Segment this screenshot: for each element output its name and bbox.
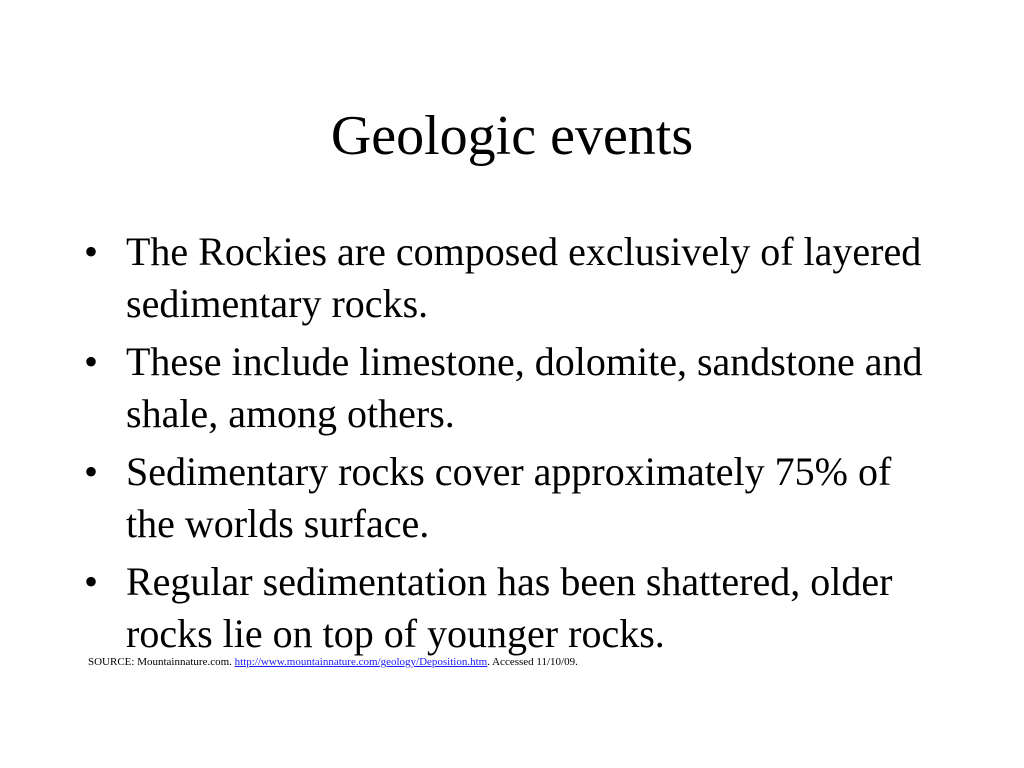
bullet-marker: • <box>84 339 99 384</box>
source-link[interactable]: http://www.mountainnature.com/geology/Deposition.htm <box>234 656 488 668</box>
slide-title: Geologic events <box>330 105 694 167</box>
bullet-marker: • <box>84 229 99 274</box>
bullet-text: Regular sedimentation has been shattered, older rocks lie on top of younger rocks. <box>126 559 893 656</box>
bullet-text: Sedimentary rocks cover approximately 75% of the worlds surface. <box>126 449 892 546</box>
bullet-marker: • <box>84 559 99 604</box>
bullet-text: The Rockies are composed exclusively of layered sedimentary rocks. <box>126 229 922 326</box>
bullet-item <box>84 556 944 660</box>
bullet-marker: • <box>84 449 99 494</box>
bullet-item <box>84 336 944 440</box>
source-citation <box>88 655 578 669</box>
bullet-item <box>84 226 944 330</box>
bullet-text: These include limestone, dolomite, sandstone and shale, among others. <box>126 339 923 436</box>
source-prefix: SOURCE: Mountainnature.com. <box>88 656 235 668</box>
bullet-list <box>84 226 944 666</box>
source-suffix: . Accessed 11/10/09. <box>487 656 578 668</box>
bullet-item <box>84 446 944 550</box>
